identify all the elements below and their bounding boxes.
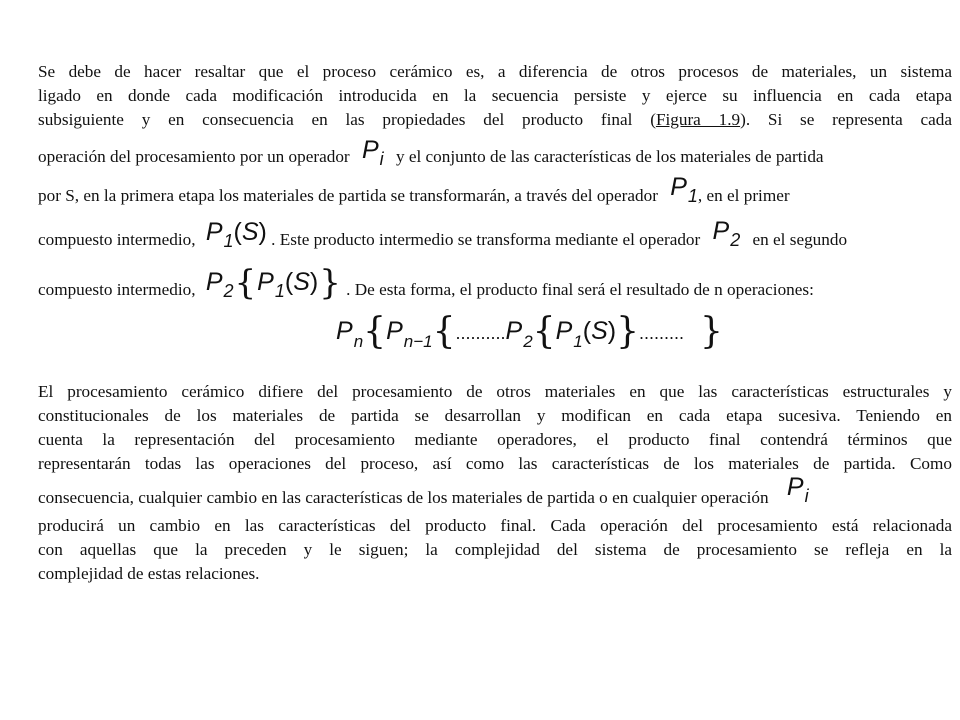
ellipsis: .......... — [455, 323, 506, 343]
text: ligado en donde cada modificación introducida en la secuencia persiste y ejerce su influencia en cada etapa — [38, 86, 952, 105]
paragraph-2-line-6 — [38, 516, 952, 536]
paragraph-1-line-7 — [38, 263, 952, 303]
operator-symbol: P — [386, 317, 403, 345]
operator-subscript: 1 — [573, 332, 583, 351]
set-symbol: S — [241, 218, 259, 246]
operator-symbol: P — [555, 317, 573, 345]
composite-operator-formula — [336, 307, 723, 352]
left-paren: ( — [284, 268, 294, 296]
paragraph-2-line-8 — [38, 564, 952, 584]
paragraph-1-line-1 — [38, 62, 952, 82]
text: Se debe de hacer resaltar que el proceso cerámico es, a diferencia de otros procesos de materiales, un sistema — [38, 62, 952, 81]
operator-subscript: 1 — [274, 281, 285, 301]
operator-subscript: n−1 — [403, 332, 433, 351]
text: complejidad de estas relaciones. — [38, 564, 260, 583]
text: . De esta forma, el producto final será el resultado de n operaciones: — [346, 280, 814, 299]
set-symbol: S — [293, 268, 310, 296]
operator-symbol: P — [361, 136, 379, 164]
paragraph-1-line-6 — [38, 217, 952, 251]
text: subsiguiente y en consecuencia en las propiedades del producto final ( — [38, 110, 656, 129]
text: con aquellas que la preceden y le siguen; la complejidad del sistema de procesamiento se refleja en la — [38, 540, 952, 559]
operator-symbol: P — [336, 317, 353, 345]
paragraph-1-line-4 — [38, 136, 952, 169]
operator-subscript: 2 — [523, 332, 533, 351]
operator-symbol: P — [205, 268, 223, 296]
operator-subscript: 1 — [687, 186, 698, 206]
text: por S, en la primera etapa los materiales de partida se transformarán, a través del operador — [38, 186, 658, 205]
text: constitucionales de los materiales de partida se desarrollan y modifican en cada etapa sucesiva. Teniendo en — [38, 406, 952, 425]
paragraph-2-line-1 — [38, 382, 952, 402]
operator-symbol: P — [505, 317, 523, 345]
text: operación del procesamiento por un operador — [38, 147, 350, 166]
operator-symbol: P — [670, 173, 687, 201]
left-brace: { — [432, 311, 456, 352]
paragraph-1-line-5 — [38, 173, 952, 206]
text: El procesamiento cerámico difiere del procesamiento de otros materiales en que las características estructurales y — [38, 382, 952, 401]
text: producirá un cambio en las características del producto final. Cada operación del procesamiento está relacionada — [38, 516, 952, 535]
left-brace: { — [363, 311, 387, 352]
paragraph-2-line-5 — [38, 473, 952, 508]
operator-pi — [361, 136, 384, 169]
text: y el conjunto de las características de los materiales de partida — [395, 147, 824, 166]
right-brace: } — [616, 311, 639, 352]
expression-p1-s — [205, 218, 267, 251]
operator-subscript: i — [804, 486, 809, 506]
operator-pi — [786, 473, 809, 506]
paragraph-2-line-7 — [38, 540, 952, 560]
text: compuesto intermedio, — [38, 230, 196, 249]
operator-subscript: n — [353, 332, 364, 351]
right-brace: } — [319, 263, 341, 303]
text: ). Si se representa cada — [740, 110, 953, 129]
left-paren: ( — [582, 317, 592, 345]
figure-link[interactable]: Figura 1.9 — [655, 110, 741, 129]
text: consecuencia, cualquier cambio en las características de los materiales de partida o en cualquier operación — [38, 488, 769, 507]
right-paren: ) — [309, 268, 319, 296]
paragraph-2-line-2 — [38, 406, 952, 426]
paragraph-2-line-4 — [38, 454, 952, 474]
operator-symbol: P — [205, 218, 223, 246]
set-symbol: S — [591, 317, 608, 345]
right-paren: ) — [607, 317, 617, 345]
text: compuesto intermedio, — [38, 280, 196, 299]
operator-p2 — [712, 217, 741, 250]
paragraph-1-line-2 — [38, 86, 952, 106]
operator-symbol: P — [712, 217, 730, 245]
expression-p2-p1-s — [205, 263, 342, 303]
ellipsis: ......... — [638, 323, 684, 343]
text: . Este producto intermedio se transforma mediante el operador — [271, 230, 701, 249]
left-brace: { — [234, 263, 257, 303]
operator-symbol: P — [257, 268, 274, 296]
paragraph-1-line-3 — [38, 110, 952, 130]
operator-subscript: i — [379, 149, 384, 169]
operator-subscript: 2 — [730, 230, 741, 250]
text: , en el primer — [697, 186, 790, 205]
paragraph-2-line-3 — [38, 430, 952, 450]
operator-p1 — [670, 173, 698, 206]
operator-subscript: 2 — [223, 281, 234, 301]
right-paren: ) — [258, 218, 267, 246]
left-paren: ( — [233, 218, 242, 246]
operator-symbol: P — [786, 473, 804, 501]
text: en el segundo — [752, 230, 848, 249]
text: representarán todas las operaciones del proceso, así como las características de los materiales de partida. Como — [38, 454, 952, 473]
right-brace: } — [700, 311, 723, 352]
operator-subscript: 1 — [223, 231, 234, 251]
text: cuenta la representación del procesamiento mediante operadores, el producto final contendrá términos que — [38, 430, 952, 449]
left-brace: { — [532, 311, 556, 352]
